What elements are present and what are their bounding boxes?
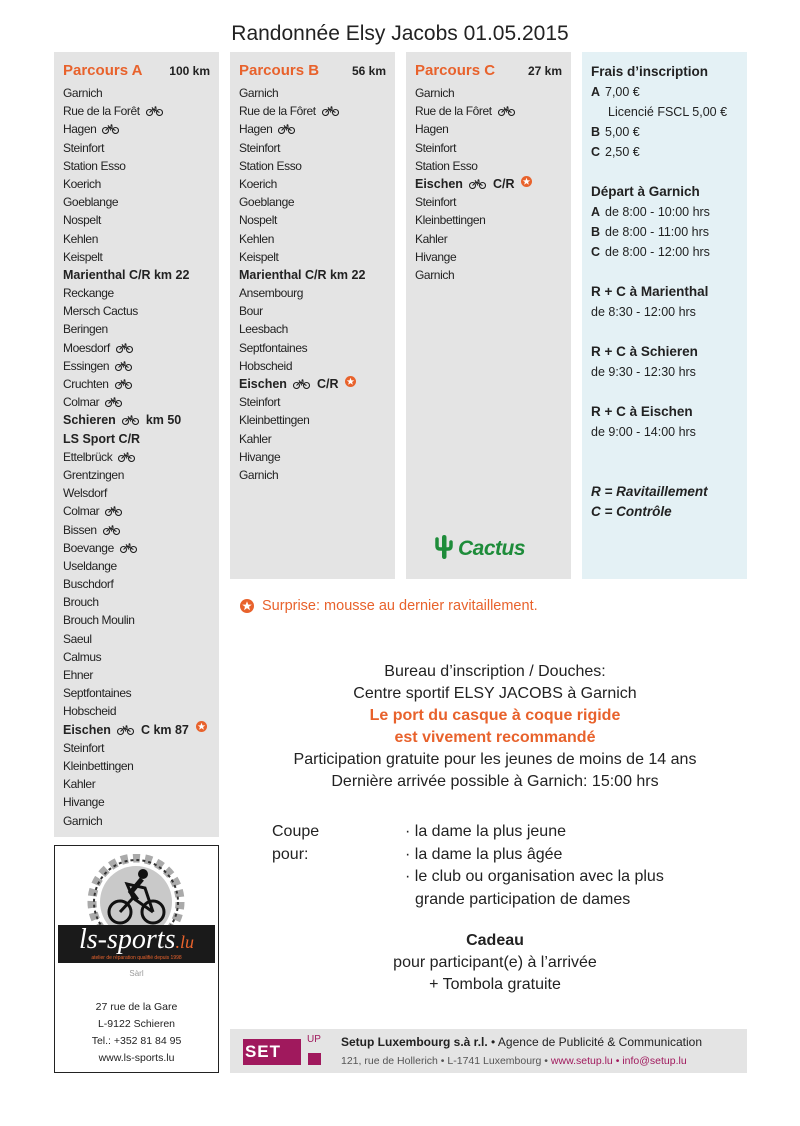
stop-name: Calmus — [63, 649, 102, 664]
route-stop — [63, 157, 210, 175]
route-stop — [415, 230, 562, 248]
route-stop — [239, 339, 386, 357]
route-stop — [239, 266, 386, 284]
stop-name: Steinfort — [239, 395, 281, 410]
stop-name: Boevange — [63, 540, 114, 555]
stop-name: LS Sport C/R — [63, 431, 141, 446]
bicycle-icon — [322, 106, 339, 116]
info-line-2: Centre sportif ELSY JACOBS à Garnich — [353, 685, 637, 702]
route-stop — [63, 120, 210, 138]
setup-logo: SET — [243, 1039, 301, 1065]
eischen-title: R + C à Eischen — [591, 404, 693, 419]
stop-name: Ettelbrück — [63, 449, 113, 464]
route-stop — [239, 230, 386, 248]
registration-info — [235, 661, 755, 793]
route-stop — [63, 84, 210, 102]
info-line-6: Dernière arrivée possible à Garnich: 15:00 hrs — [331, 773, 659, 790]
stop-name: Useldange — [63, 558, 117, 573]
address-line: 27 rue de la Gare — [95, 1001, 178, 1013]
route-stop — [63, 211, 210, 229]
route-c-stops — [415, 84, 562, 284]
stop-name: Hobscheid — [239, 358, 293, 373]
route-stop — [63, 175, 210, 193]
route-stop — [239, 248, 386, 266]
route-stop — [239, 411, 386, 429]
setup-logo-up: UP — [307, 1034, 321, 1045]
stop-name: Steinfort — [63, 740, 105, 755]
stop-name: Buschdorf — [63, 577, 114, 592]
route-stop — [63, 248, 210, 266]
setup-web-link[interactable]: www.setup.lu — [550, 1055, 613, 1067]
route-stop — [63, 393, 210, 411]
coupe-item: grande participation de dames — [415, 890, 631, 908]
route-b-stops — [239, 84, 386, 484]
route-stop — [239, 193, 386, 211]
stop-name: Marienthal C/R km 22 — [239, 267, 366, 282]
route-a-title: Parcours A — [63, 62, 143, 79]
route-stop — [415, 102, 562, 120]
stop-name: Ansembourg — [239, 286, 304, 301]
stop-name: Station Esso — [239, 158, 302, 173]
route-stop — [63, 339, 210, 357]
stop-name: Garnich — [63, 813, 103, 828]
route-stop — [63, 575, 210, 593]
route-stop — [63, 193, 210, 211]
stop-name: Schieren — [63, 413, 116, 428]
stop-name: Steinfort — [415, 195, 457, 210]
stop-name: Goeblange — [63, 195, 119, 210]
route-stop — [63, 266, 210, 284]
legend-r: R = Ravitaillement — [591, 484, 708, 499]
route-a-distance: 100 km — [169, 64, 210, 78]
route-stop — [63, 230, 210, 248]
stop-name: Garnich — [415, 267, 455, 282]
stop-name: Kleinbettingen — [239, 413, 310, 428]
cadeau-title: Cadeau — [466, 932, 524, 949]
route-stop — [63, 630, 210, 648]
marienthal-hours: de 8:30 - 12:00 hrs — [591, 305, 696, 319]
route-stop — [239, 302, 386, 320]
route-stop — [239, 284, 386, 302]
route-stop — [239, 393, 386, 411]
bicycle-icon — [103, 525, 120, 535]
route-b-panel — [230, 52, 395, 579]
stop-name: Eischen — [239, 377, 287, 391]
route-stop — [63, 775, 210, 793]
route-stop — [63, 648, 210, 666]
website-link[interactable]: www.ls-sports.lu — [98, 1052, 175, 1064]
route-stop — [63, 721, 210, 739]
route-a-panel — [54, 52, 219, 837]
stop-name: Septfontaines — [63, 686, 132, 701]
route-stop — [415, 266, 562, 284]
ls-sports-tagline: atelier de réparation qualifié depuis 1998 — [91, 955, 182, 961]
stop-name: Septfontaines — [239, 340, 308, 355]
stop-name: Keispelt — [63, 249, 103, 264]
stop-name: Rue de la Forêt — [63, 104, 140, 119]
bicycle-icon — [105, 506, 122, 516]
route-stop — [63, 812, 210, 830]
route-stop — [63, 484, 210, 502]
route-stop — [415, 211, 562, 229]
stop-name: Hivange — [415, 249, 457, 264]
depart-a: A de 8:00 - 10:00 hrs — [591, 205, 710, 219]
route-stop — [63, 466, 210, 484]
stop-name: Brouch Moulin — [63, 613, 135, 628]
bicycle-icon — [120, 543, 137, 553]
stop-name: Colmar — [63, 504, 100, 519]
coupe-label: Coupe pour: — [272, 823, 320, 863]
depart-title: Départ à Garnich — [591, 184, 700, 199]
stop-name: Keispelt — [239, 249, 279, 264]
eischen-hours: de 9:00 - 14:00 hrs — [591, 425, 696, 439]
stop-name: Koerich — [63, 176, 101, 191]
route-stop — [63, 502, 210, 520]
route-b-distance: 56 km — [351, 64, 386, 78]
route-stop — [63, 757, 210, 775]
route-stop — [239, 466, 386, 484]
route-stop — [239, 430, 386, 448]
stop-name: Station Esso — [415, 158, 478, 173]
bicycle-icon — [115, 379, 132, 389]
surprise-text: Surprise: mousse au dernier ravitaillement. — [262, 598, 538, 614]
stop-name: Eischen — [63, 722, 111, 737]
stop-name: Bour — [239, 304, 263, 319]
stop-name: Station Esso — [63, 158, 126, 173]
setup-company-line: Setup Luxembourg s.à r.l. • Agence de Publicité & Communication — [341, 1035, 703, 1049]
stop-name: Kleinbettingen — [415, 213, 486, 228]
stop-name: Ehner — [63, 668, 94, 682]
ls-sports-sarl: Sàrl — [129, 969, 144, 978]
route-stop — [63, 557, 210, 575]
route-stop — [63, 684, 210, 702]
stop-name: Eischen — [415, 176, 463, 191]
cadeau-line-2: + Tombola gratuite — [429, 976, 561, 993]
address-line: L-9122 Schieren — [97, 1018, 176, 1030]
stop-name: Rue de la Fôret — [415, 104, 492, 119]
route-stop — [415, 175, 562, 193]
stop-name: Garnich — [415, 86, 455, 100]
cactus-wordmark: Cactus — [458, 536, 526, 560]
stop-name: Goeblange — [239, 195, 295, 210]
stop-name: Steinfort — [239, 140, 281, 155]
bicycle-icon — [105, 397, 122, 407]
marienthal-title: R + C à Marienthal — [591, 284, 709, 299]
stop-name: Moesdorf — [63, 340, 110, 355]
info-line-1: Bureau d’inscription / Douches: — [384, 663, 606, 680]
route-c-distance: 27 km — [527, 64, 562, 78]
bicycle-icon — [102, 124, 119, 134]
bicycle-icon — [122, 415, 139, 425]
bicycle-icon — [146, 106, 163, 116]
stop-name: Brouch — [63, 595, 99, 610]
stop-name: Hivange — [63, 795, 105, 810]
stop-name: Garnich — [239, 86, 279, 100]
bicycle-icon — [115, 361, 132, 371]
stop-name: Saeul — [63, 631, 92, 646]
bicycle-icon — [469, 179, 486, 189]
setup-address-line: 121, rue de Hollerich • L-1741 Luxembourg • www.setup.lu • info@setup.lu — [341, 1055, 687, 1067]
address-line: Tel.: +352 81 84 95 — [91, 1035, 182, 1047]
stop-suffix: C km 87 — [140, 722, 189, 737]
route-stop — [63, 611, 210, 629]
stop-name: Beringen — [63, 322, 108, 337]
route-stop — [63, 411, 210, 429]
route-stop — [63, 102, 210, 120]
stop-name: Essingen — [63, 358, 110, 373]
coupe-item: · la dame la plus jeune — [405, 823, 566, 840]
route-stop — [63, 357, 210, 375]
info-line-5: Participation gratuite pour les jeunes de moins de 14 ans — [293, 751, 697, 768]
ls-sports-wordmark: ls-sports.lu — [79, 924, 194, 955]
stop-name: Nospelt — [239, 213, 277, 228]
stop-name: Garnich — [239, 467, 279, 482]
route-stop — [239, 448, 386, 466]
route-stop — [239, 139, 386, 157]
stop-name: Koerich — [239, 176, 277, 191]
cactus-logo — [434, 533, 525, 564]
route-c-panel — [406, 52, 571, 579]
stop-suffix: km 50 — [145, 413, 182, 428]
fee-b: B 5,00 € — [591, 125, 640, 139]
stop-name: Kehlen — [239, 231, 274, 246]
stop-name: Steinfort — [63, 140, 105, 155]
star-icon — [521, 174, 532, 185]
depart-b: B de 8:00 - 11:00 hrs — [591, 225, 710, 239]
bicycle-icon — [278, 124, 295, 134]
route-stop — [63, 320, 210, 338]
setup-logo-square — [308, 1053, 321, 1065]
route-stop — [63, 593, 210, 611]
stop-name: Leesbach — [239, 322, 288, 337]
bicycle-icon — [118, 452, 135, 462]
setup-email-link[interactable]: info@setup.lu — [622, 1055, 687, 1067]
fee-a-licensed: Licencié FSCL 5,00 € — [608, 105, 728, 119]
ls-sports-ad — [54, 845, 219, 1073]
stop-name: Kehlen — [63, 231, 98, 246]
page-title: Randonnée Elsy Jacobs 01.05.2015 — [231, 22, 569, 45]
schieren-hours: de 9:30 - 12:30 hrs — [591, 365, 696, 379]
stop-name: Kahler — [415, 231, 448, 246]
route-stop — [63, 539, 210, 557]
stop-name: Mersch Cactus — [63, 304, 138, 319]
route-stop — [239, 175, 386, 193]
stop-name: Hagen — [63, 122, 97, 137]
route-stop — [239, 357, 386, 375]
route-stop — [63, 739, 210, 757]
cadeau-line-1: pour participant(e) à l’arrivée — [393, 954, 597, 971]
stop-name: Nospelt — [63, 213, 101, 228]
stop-name: Colmar — [63, 395, 100, 410]
cadeau-section — [235, 930, 755, 996]
helmet-warning-2: est vivement recommandé — [394, 729, 596, 746]
legend-c: C = Contrôle — [591, 504, 672, 519]
stop-name: Hagen — [239, 122, 273, 137]
route-stop — [239, 157, 386, 175]
bicycle-icon — [498, 106, 515, 116]
ls-sports-address — [55, 999, 218, 1067]
stop-name: Kleinbettingen — [63, 758, 134, 773]
route-stop — [63, 430, 210, 448]
surprise-note — [240, 598, 538, 614]
stop-name: Kahler — [63, 777, 96, 792]
bicycle-icon — [116, 343, 133, 353]
route-stop — [239, 102, 386, 120]
stop-name: Rue de la Fôret — [239, 104, 316, 119]
route-stop — [63, 521, 210, 539]
bicycle-icon — [293, 379, 310, 389]
star-icon — [345, 374, 356, 385]
route-stop — [63, 666, 210, 684]
stop-name: Grentzingen — [63, 467, 124, 482]
route-stop — [239, 211, 386, 229]
helmet-warning-1: Le port du casque à coque rigide — [369, 707, 621, 724]
star-icon — [240, 599, 254, 613]
stop-name: Cruchten — [63, 377, 109, 391]
stop-name: Garnich — [63, 86, 103, 100]
route-stop — [63, 702, 210, 720]
stop-name: Hagen — [415, 122, 449, 137]
ls-sports-band — [58, 925, 215, 963]
route-stop — [63, 302, 210, 320]
route-stop — [63, 139, 210, 157]
stop-suffix: C/R — [316, 377, 339, 391]
stop-name: Reckange — [63, 286, 114, 301]
star-icon — [196, 719, 207, 730]
route-b-title: Parcours B — [239, 62, 320, 79]
route-stop — [63, 375, 210, 393]
stop-name: Welsdorf — [63, 486, 107, 501]
fee-a: A 7,00 € — [591, 85, 640, 99]
fees-title: Frais d’inscription — [591, 64, 709, 79]
route-stop — [239, 320, 386, 338]
route-c-title: Parcours C — [415, 62, 496, 79]
schieren-title: R + C à Schieren — [591, 344, 698, 359]
stop-name: Hivange — [239, 449, 281, 464]
stop-name: Steinfort — [415, 140, 457, 155]
depart-c: C de 8:00 - 12:00 hrs — [591, 245, 710, 259]
stop-name: Kahler — [239, 431, 272, 446]
route-stop — [239, 84, 386, 102]
coupe-item: · le club ou organisation avec la plus — [405, 868, 664, 885]
route-a-stops — [63, 84, 210, 830]
bicycle-icon — [117, 725, 134, 735]
route-stop — [415, 157, 562, 175]
fee-c: C 2,50 € — [591, 145, 640, 159]
route-stop — [415, 193, 562, 211]
route-stop — [415, 84, 562, 102]
stop-name: Marienthal C/R km 22 — [63, 267, 190, 282]
setup-footer — [230, 1029, 747, 1073]
route-stop — [63, 284, 210, 302]
route-stop — [63, 448, 210, 466]
stop-name: Hobscheid — [63, 704, 117, 719]
route-stop — [63, 793, 210, 811]
route-stop — [415, 120, 562, 138]
stop-name: Bissen — [63, 522, 97, 537]
route-stop — [239, 375, 386, 393]
route-stop — [415, 248, 562, 266]
info-panel — [582, 52, 747, 579]
route-stop — [415, 139, 562, 157]
coupe-item: · la dame la plus âgée — [405, 845, 563, 863]
stop-suffix: C/R — [492, 176, 515, 191]
cactus-icon — [434, 533, 454, 564]
route-stop — [239, 120, 386, 138]
